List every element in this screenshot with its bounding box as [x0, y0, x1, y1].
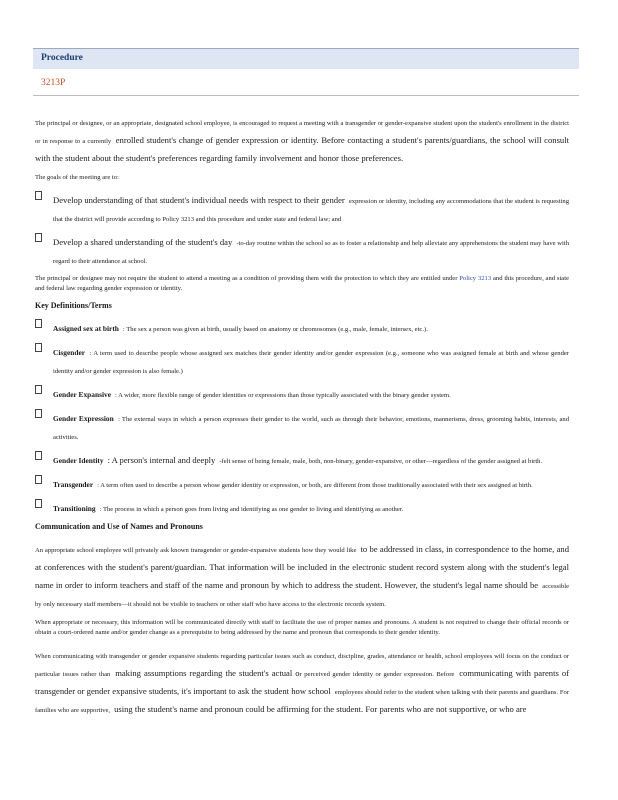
goal-text-small: expression or identity, including any accommodations that the student is requesting that the district will provide according to Policy 3213 and this procedure and under state and federal law; and: [53, 198, 569, 223]
definition-text-large: : A person's internal and deeply: [107, 455, 216, 465]
procedure-title: Procedure: [41, 53, 83, 63]
procedure-header-bar: [33, 48, 579, 69]
comm-text-large: making assumptions regarding the student's actual o: [115, 668, 300, 678]
policy-link[interactable]: Policy 3213: [459, 275, 492, 282]
definition-text: : The process in which a person goes from living and identifying as one gender to living and identifying as another.: [99, 506, 404, 513]
comm-text-large: to be addressed in class, in correspondence to the home, and at conferences with the student's parent/guardian. That information will be included in the electronic student record system along with the student's legal name in order to inform teachers and staff of the name and pronoun by which to address the student. However, the student's legal name should be: [35, 544, 569, 590]
goal-item: [35, 190, 569, 226]
document-body: [35, 112, 569, 724]
definition-item: [35, 384, 569, 402]
communication-heading: Communication and Use of Names and Pronouns: [35, 522, 203, 531]
definition-text: : A term often used to describe a person whose gender identity or expression, or both, are different from those traditionally associated with their sex assigned at birth.: [97, 482, 533, 489]
definition-text: : A term used to describe people whose assigned sex matches their gender identity and/or gender expression (e.g., someone who was assigned female at birth and whose gender identity and/or gender expression is also female.): [53, 350, 569, 375]
definition-term: Gender Expression: [53, 414, 114, 423]
intro-text-small: The principal or designee, or an appropriate, designated school employee, is encouraged to request a meeting with a transgender or gender-expansive student upon the student's enrollment in the district or in response to a currently: [35, 120, 569, 145]
comm-text-small: An appropriate school employee will privately ask known transgender or gender-expansive students how they would like: [35, 547, 357, 554]
comm-text-large: communicating with parents of transgender or gender expansive students, it's important to ask the student how school: [35, 668, 569, 696]
comm-text-small: r perceived gender identity or gender expression. Before: [299, 671, 455, 678]
bullet-box-icon: [35, 499, 42, 507]
requirement-text-end: and this procedure, and state and federal law regarding gender expression or identity.: [35, 275, 569, 292]
intro-text-large: enrolled student's change of gender expression or identity. Before contacting a student's parents/guardians, the school will consult with the student about the student's preferences regarding family involvement and honor those preferences.: [35, 135, 570, 163]
goals-label: The goals of the meeting are to:: [35, 174, 119, 181]
definition-item: [35, 342, 569, 378]
intro-paragraph: [35, 112, 569, 166]
definition-text: : A wider, more flexible range of gender identities or expressions than those typically associated with the binary gender system.: [114, 392, 451, 399]
bullet-box-icon: [35, 343, 42, 351]
policy-code: 3213P: [41, 78, 66, 88]
bullet-box-icon: [35, 191, 42, 199]
definition-text: : The external ways in which a person expresses their gender to the world, such as through their behavior, emotions, mannerisms, dress, grooming habits, interests, and activities.: [53, 416, 570, 441]
definition-item: [35, 318, 569, 336]
definition-term: Gender Expansive: [53, 390, 111, 399]
definition-term: Transitioning: [53, 504, 96, 513]
bullet-box-icon: [35, 385, 42, 393]
definition-term: Gender Identity: [53, 456, 104, 465]
definition-term: Cisgender: [53, 348, 86, 357]
definition-item: [35, 408, 569, 444]
bullet-box-icon: [35, 451, 42, 459]
definition-term: Assigned sex at birth: [53, 324, 119, 333]
definition-item: [35, 474, 569, 492]
comm-text-small: employees should refer to the student when talking with their parents and guardians. For families who are supportive,: [35, 689, 570, 714]
requirement-paragraph: [35, 274, 569, 294]
bullet-box-icon: [35, 409, 42, 417]
goal-text-large: Develop understanding of that student's individual needs with respect to their gender: [53, 195, 345, 205]
policy-code-bar: [33, 75, 579, 96]
comm-text-small: When communicating with transgender or gender expansive students regarding particular issues such as conduct, discipline, grades, attendance or health, school employees will focus on the conduct or particular issues rather than: [35, 653, 569, 678]
goal-item: [35, 232, 569, 268]
bullet-box-icon: [35, 233, 42, 241]
definition-term: Transgender: [53, 480, 94, 489]
goal-text-large: Develop a shared understanding of the student's day: [53, 237, 233, 247]
communication-paragraph: [35, 539, 569, 611]
definition-text: : The sex a person was given at birth, usually based on anatomy or chromosomes (e.g., male, female, intersex, etc.).: [122, 326, 428, 333]
comm-text-small: accessible by only necessary staff members—it should not be visible to teachers or other staff who have access to the electronic records system.: [35, 583, 570, 608]
requirement-text: The principal or designee may not require the student to attend a meeting as a condition of providing them with the protection to which they are entitled under: [35, 275, 458, 282]
comm-text-large: using the student's name and pronoun could be affirming for the student. For parents who are not supportive, or who are: [114, 704, 527, 714]
communication-paragraph: [35, 645, 569, 717]
bullet-box-icon: [35, 319, 42, 327]
definition-text: -felt sense of being female, male, both, non-binary, gender-expansive, or other—regardless of the gender assigned at birth.: [219, 458, 543, 465]
bullet-box-icon: [35, 475, 42, 483]
communication-paragraph: When appropriate or necessary, this information will be communicated directly with staff to facilitate the use of proper names and pronouns. A student is not required to change their official records or obtain a court-ordered name and/or gender change as a prerequisite to being addressed by the name and pronoun that corresponds to their gender identity.: [35, 619, 569, 636]
definition-item: [35, 450, 569, 468]
definition-item: [35, 498, 569, 516]
definitions-heading: Key Definitions/Terms: [35, 301, 112, 310]
goal-text-small: -to-day routine within the school so as to foster a relationship and help alleviate any apprehensions the student may have with regard to their attendance at school.: [53, 240, 569, 265]
